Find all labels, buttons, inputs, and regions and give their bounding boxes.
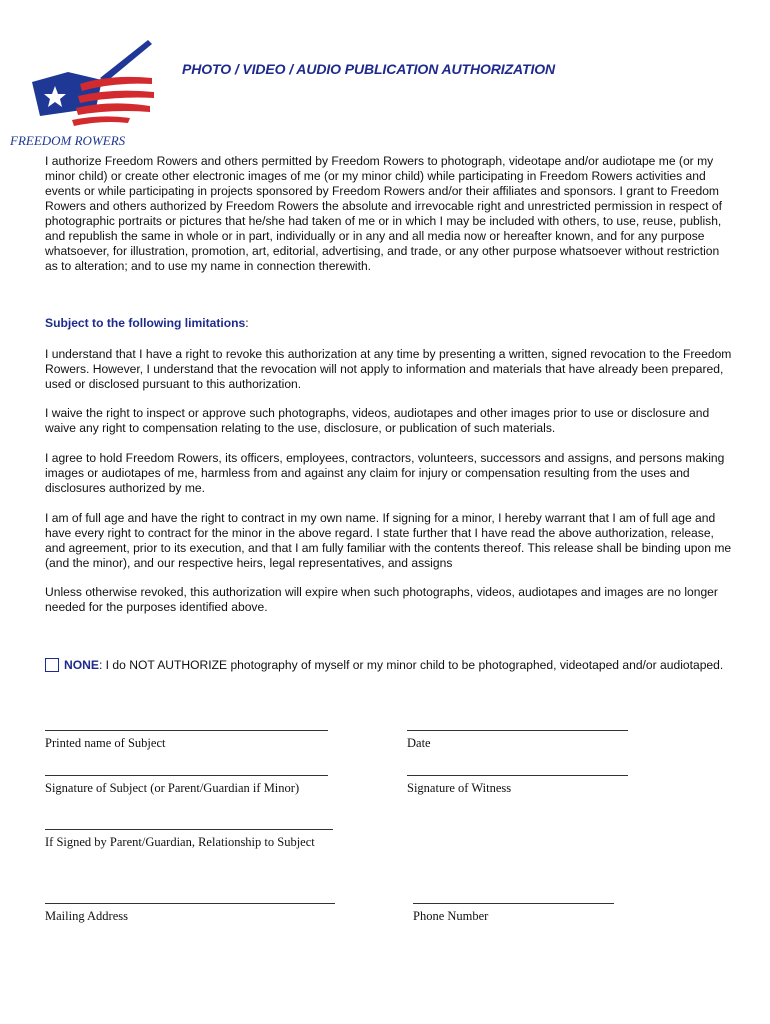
phone-number-label: Phone Number <box>413 909 489 923</box>
signature-subject-label: Signature of Subject (or Parent/Guardian if Minor) <box>45 781 300 795</box>
mailing-address-field[interactable] <box>45 903 335 924</box>
signature-subject-line <box>45 775 328 776</box>
limitation-paragraph-hold-harmless: I agree to hold Freedom Rowers, its officers, employees, contractors, volunteers, successors and assigns, and persons making images or audiotapes of me, harmless from and against any claim for injury or compensation resulting from the uses and disclosures authorized by me. <box>45 451 725 495</box>
limitations-heading-colon: : <box>245 316 249 330</box>
relationship-line <box>45 829 333 830</box>
phone-number-field[interactable] <box>413 903 614 924</box>
none-label: NONE <box>64 658 99 672</box>
limitations-heading-text: Subject to the following limitations <box>45 316 246 330</box>
none-checkbox[interactable] <box>45 658 59 672</box>
mailing-address-line <box>45 903 335 904</box>
signature-witness-label: Signature of Witness <box>407 781 512 795</box>
logo-flag-icon <box>10 36 160 148</box>
limitation-paragraph-waive: I waive the right to inspect or approve such photographs, videos, audiotapes and other images prior to use or disclosure and waive any right to compensation relating to the use, disclosure, or publication of such materials. <box>45 406 710 435</box>
date-line <box>407 730 628 731</box>
relationship-field[interactable] <box>45 829 333 850</box>
page-title: PHOTO / VIDEO / AUDIO PUBLICATION AUTHORIZATION <box>182 61 556 77</box>
freedom-rowers-logo <box>10 36 160 148</box>
signature-witness-line <box>407 775 628 776</box>
date-label: Date <box>407 736 431 750</box>
relationship-label: If Signed by Parent/Guardian, Relationship to Subject <box>45 835 315 849</box>
none-text: : I do NOT AUTHORIZE photography of myself or my minor child to be photographed, videotaped and/or audiotaped. <box>98 658 724 672</box>
limitation-paragraph-revoke: I understand that I have a right to revoke this authorization at any time by presenting a written, signed revocation to the Freedom Rowers. However, I understand that the revocation will not apply to information and materials that have already been prepared, used or disclosed pursuant to this authorization. <box>45 347 732 391</box>
limitation-paragraph-expiry: Unless otherwise revoked, this authorization will expire when such photographs, videos, audiotapes and images are no longer needed for the purposes identified above. <box>45 585 718 614</box>
logo-text: FREEDOM ROWERS <box>10 133 126 148</box>
printed-name-line <box>45 730 328 731</box>
none-option <box>45 658 723 672</box>
phone-number-line <box>413 903 614 904</box>
printed-name-label: Printed name of Subject <box>45 736 166 750</box>
mailing-address-label: Mailing Address <box>45 909 128 923</box>
printed-name-field[interactable] <box>45 730 328 751</box>
limitation-paragraph-full-age: I am of full age and have the right to contract in my own name. If signing for a minor, I hereby warrant that I am of full age and have every right to contract for the minor in the above regard. I state further that I have read the above authorization, release, and agreement, prior to its execution, and that I am fully familiar with the contents thereof. This release shall be binding upon me (and the minor), and our respective heirs, legal representatives, and assigns <box>45 511 732 570</box>
signature-subject-field[interactable] <box>45 775 328 796</box>
signature-witness-field[interactable] <box>407 775 628 796</box>
limitations-heading <box>45 316 249 330</box>
intro-paragraph: I authorize Freedom Rowers and others permitted by Freedom Rowers to photograph, videotape and/or audiotape me (or my minor child) or create other electronic images of me (or my minor child) while participating in Freedom Rowers activities and events or while participating in projects sponsored by Freedom Rowers and/or their affiliates and sponsors. I grant to Freedom Rowers and others authorized by Freedom Rowers the absolute and irrevocable right and unrestricted permission in respect of photographic portraits or pictures that he/she had taken of me or in which I may be included with others, to use, reuse, publish, and republish the same in whole or in part, individually or in any and all media now or hereafter known, and for any purpose whatsoever, for illustration, promotion, art, editorial, advertising, and trade, or any other purpose whatsoever without restriction as to alteration; and to use my name in connection therewith. <box>45 154 722 273</box>
date-field[interactable] <box>407 730 628 751</box>
